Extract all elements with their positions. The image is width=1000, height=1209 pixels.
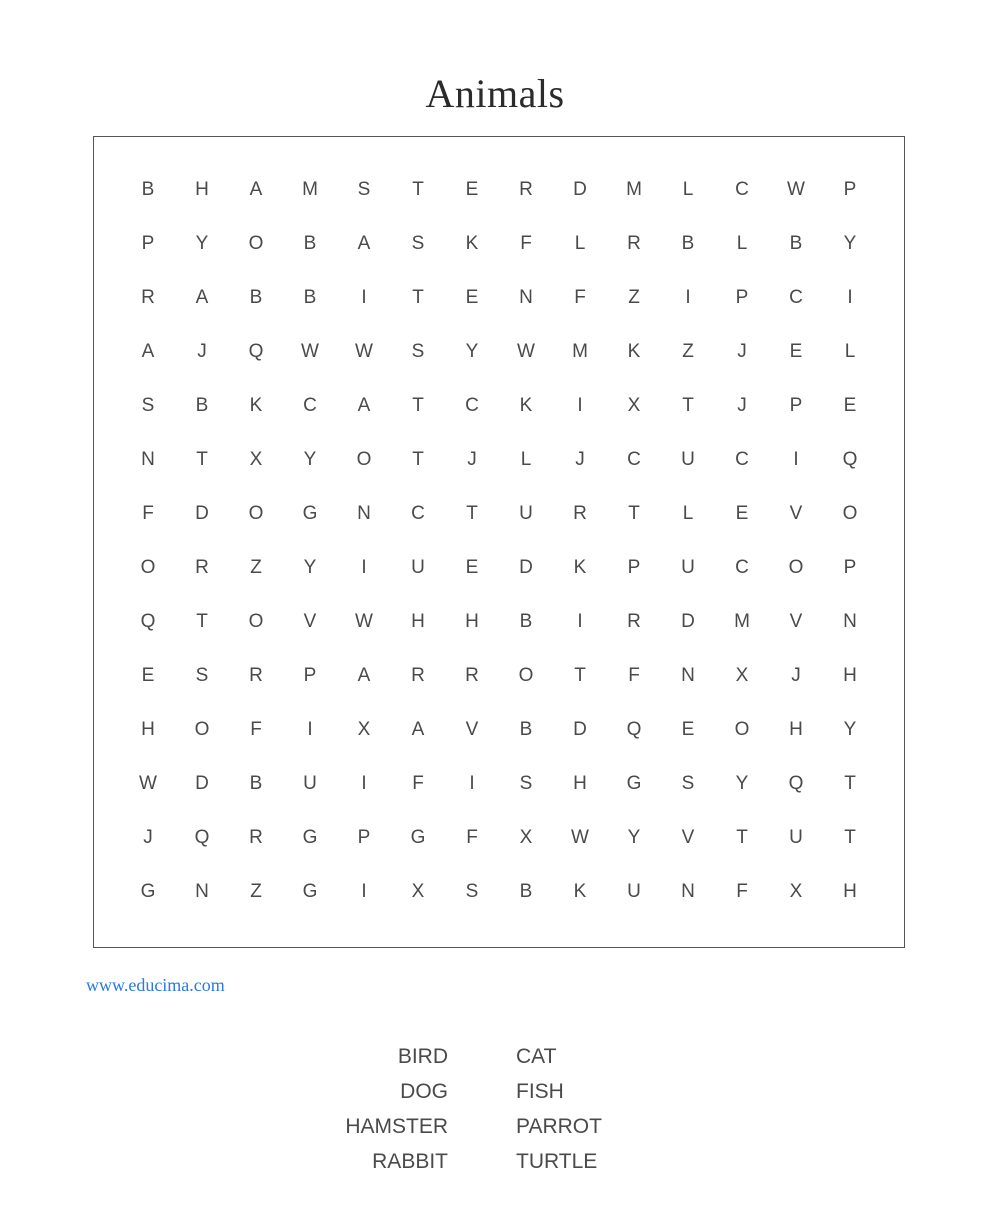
grid-letter[interactable]: K: [573, 557, 587, 578]
grid-letter[interactable]: N: [519, 287, 533, 308]
grid-letter[interactable]: N: [357, 503, 371, 524]
grid-letter[interactable]: E: [465, 557, 479, 578]
grid-letter[interactable]: U: [519, 503, 533, 524]
grid-letter[interactable]: L: [682, 179, 694, 200]
grid-letter[interactable]: S: [465, 881, 479, 902]
grid-letter[interactable]: I: [361, 287, 367, 308]
grid-letter[interactable]: R: [519, 179, 533, 200]
grid-letter[interactable]: S: [141, 395, 155, 416]
word-list-item: DOG: [400, 1080, 448, 1103]
grid-letter[interactable]: X: [735, 665, 749, 686]
grid-letter[interactable]: K: [519, 395, 533, 416]
grid-letter[interactable]: H: [141, 719, 155, 740]
grid-letter[interactable]: D: [573, 719, 587, 740]
grid-letter[interactable]: Z: [250, 557, 262, 578]
grid-letter[interactable]: A: [141, 341, 155, 362]
word-list-item: PARROT: [516, 1115, 602, 1138]
grid-letter[interactable]: S: [411, 341, 425, 362]
grid-letter[interactable]: S: [357, 179, 371, 200]
grid-letter[interactable]: H: [843, 881, 857, 902]
grid-letter[interactable]: P: [789, 395, 803, 416]
grid-letter[interactable]: Y: [735, 773, 749, 794]
grid-letter[interactable]: A: [411, 719, 425, 740]
grid-letter[interactable]: J: [791, 665, 801, 686]
grid-letter[interactable]: I: [361, 557, 367, 578]
grid-letter[interactable]: A: [195, 287, 209, 308]
grid-letter[interactable]: R: [411, 665, 425, 686]
grid-letter[interactable]: D: [195, 773, 209, 794]
page-title: Animals: [425, 71, 565, 116]
word-list: [300, 1045, 700, 1174]
grid-letter[interactable]: W: [139, 773, 157, 794]
grid-letter[interactable]: V: [303, 611, 317, 632]
grid-letter[interactable]: N: [195, 881, 209, 902]
grid-letter[interactable]: P: [627, 557, 641, 578]
grid-letter[interactable]: C: [411, 503, 425, 524]
grid-letter[interactable]: Q: [788, 773, 804, 794]
grid-letter[interactable]: R: [627, 233, 641, 254]
grid-letter[interactable]: R: [465, 665, 479, 686]
grid-letter[interactable]: X: [519, 827, 533, 848]
grid-letter[interactable]: Z: [250, 881, 262, 902]
grid-letter[interactable]: D: [519, 557, 533, 578]
grid-letter[interactable]: P: [141, 233, 155, 254]
grid-letter[interactable]: Y: [627, 827, 641, 848]
grid-letter[interactable]: C: [303, 395, 317, 416]
grid-letter[interactable]: G: [140, 881, 156, 902]
grid-letter[interactable]: Y: [843, 233, 857, 254]
grid-letter[interactable]: T: [844, 773, 856, 794]
grid-letter[interactable]: A: [249, 179, 263, 200]
grid-letter[interactable]: B: [519, 881, 533, 902]
word-list-item: HAMSTER: [345, 1115, 448, 1138]
grid-letter[interactable]: H: [789, 719, 803, 740]
grid-letter[interactable]: R: [573, 503, 587, 524]
grid-letter[interactable]: J: [575, 449, 585, 470]
grid-letter[interactable]: L: [844, 341, 856, 362]
grid-letter[interactable]: R: [195, 557, 209, 578]
grid-letter[interactable]: F: [574, 287, 586, 308]
grid-letter[interactable]: Y: [303, 557, 317, 578]
grid-letter[interactable]: N: [681, 665, 695, 686]
grid-letter[interactable]: I: [847, 287, 853, 308]
grid-letter[interactable]: V: [789, 503, 803, 524]
grid-letter[interactable]: Q: [842, 449, 858, 470]
website-link[interactable]: www.educima.com: [86, 975, 225, 995]
grid-letter[interactable]: J: [143, 827, 153, 848]
grid-letter[interactable]: J: [737, 395, 747, 416]
grid-letter[interactable]: X: [789, 881, 803, 902]
grid-letter[interactable]: Z: [628, 287, 640, 308]
grid-letter[interactable]: F: [466, 827, 478, 848]
grid-letter[interactable]: S: [681, 773, 695, 794]
grid-letter[interactable]: T: [844, 827, 856, 848]
grid-letter[interactable]: X: [357, 719, 371, 740]
grid-letter[interactable]: D: [681, 611, 695, 632]
grid-letter[interactable]: B: [303, 233, 317, 254]
grid-letter[interactable]: B: [519, 611, 533, 632]
grid-letter[interactable]: B: [681, 233, 695, 254]
grid-letter[interactable]: V: [789, 611, 803, 632]
grid-letter[interactable]: F: [628, 665, 640, 686]
grid-letter[interactable]: I: [361, 881, 367, 902]
grid-letter[interactable]: I: [577, 611, 583, 632]
grid-letter[interactable]: O: [518, 665, 534, 686]
grid-letter[interactable]: N: [843, 611, 857, 632]
grid-letter[interactable]: W: [517, 341, 535, 362]
grid-letter[interactable]: B: [195, 395, 209, 416]
grid-letter[interactable]: T: [196, 449, 208, 470]
word-list-item: CAT: [516, 1045, 557, 1068]
grid-letter[interactable]: M: [626, 179, 642, 200]
grid-letter[interactable]: O: [248, 503, 264, 524]
grid-letter[interactable]: F: [412, 773, 424, 794]
grid-letter[interactable]: O: [248, 611, 264, 632]
grid-letter[interactable]: P: [357, 827, 371, 848]
grid-letter[interactable]: Y: [465, 341, 479, 362]
grid-letter[interactable]: O: [248, 233, 264, 254]
grid-letter[interactable]: R: [249, 665, 263, 686]
grid-letter[interactable]: C: [735, 179, 749, 200]
grid-letter[interactable]: O: [140, 557, 156, 578]
grid-letter[interactable]: U: [303, 773, 317, 794]
grid-letter[interactable]: I: [361, 773, 367, 794]
grid-letter[interactable]: P: [303, 665, 317, 686]
grid-letter[interactable]: F: [520, 233, 532, 254]
grid-letter[interactable]: I: [307, 719, 313, 740]
grid-letter[interactable]: C: [735, 557, 749, 578]
grid-letter[interactable]: S: [519, 773, 533, 794]
grid-letter[interactable]: J: [197, 341, 207, 362]
grid-letter[interactable]: W: [571, 827, 589, 848]
grid-letter[interactable]: J: [737, 341, 747, 362]
grid-letter[interactable]: U: [789, 827, 803, 848]
grid-letter[interactable]: U: [681, 557, 695, 578]
grid-letter[interactable]: V: [465, 719, 479, 740]
grid-letter[interactable]: H: [411, 611, 425, 632]
grid-letter[interactable]: G: [410, 827, 426, 848]
grid-letter[interactable]: U: [681, 449, 695, 470]
grid-letter[interactable]: T: [412, 395, 424, 416]
grid-letter[interactable]: G: [302, 881, 318, 902]
grid-letter[interactable]: E: [465, 179, 479, 200]
grid-letter[interactable]: T: [196, 611, 208, 632]
grid-letter[interactable]: B: [249, 287, 263, 308]
grid-letter[interactable]: B: [519, 719, 533, 740]
grid-letter[interactable]: I: [469, 773, 475, 794]
grid-letter[interactable]: T: [412, 449, 424, 470]
grid-letter[interactable]: A: [357, 233, 371, 254]
grid-letter[interactable]: E: [681, 719, 695, 740]
word-list-item: BIRD: [397, 1045, 448, 1068]
grid-letter[interactable]: X: [411, 881, 425, 902]
grid-letter[interactable]: E: [735, 503, 749, 524]
grid-letter[interactable]: Y: [303, 449, 317, 470]
grid-letter[interactable]: T: [412, 179, 424, 200]
grid-letter[interactable]: H: [465, 611, 479, 632]
grid-letter[interactable]: B: [249, 773, 263, 794]
grid-letter[interactable]: W: [787, 179, 805, 200]
grid-letter[interactable]: H: [843, 665, 857, 686]
grid-letter[interactable]: G: [302, 503, 318, 524]
grid-letter[interactable]: S: [195, 665, 209, 686]
grid-letter[interactable]: A: [357, 665, 371, 686]
word-list-item: TURTLE: [516, 1150, 598, 1173]
grid-letter[interactable]: N: [681, 881, 695, 902]
grid-letter[interactable]: E: [141, 665, 155, 686]
grid-letter[interactable]: Z: [682, 341, 694, 362]
grid-letter[interactable]: I: [793, 449, 799, 470]
grid-letter[interactable]: T: [628, 503, 640, 524]
grid-letter[interactable]: W: [355, 611, 373, 632]
grid-letter[interactable]: T: [682, 395, 694, 416]
grid-letter[interactable]: W: [301, 341, 319, 362]
grid-letter[interactable]: H: [573, 773, 587, 794]
grid-letter[interactable]: B: [789, 233, 803, 254]
grid-letter[interactable]: M: [572, 341, 588, 362]
grid-letter[interactable]: E: [843, 395, 857, 416]
grid-letter[interactable]: U: [627, 881, 641, 902]
grid-letter[interactable]: P: [735, 287, 749, 308]
grid-letter[interactable]: T: [736, 827, 748, 848]
grid-letter[interactable]: C: [465, 395, 479, 416]
grid-letter[interactable]: R: [627, 611, 641, 632]
grid-letter[interactable]: X: [249, 449, 263, 470]
grid-letter[interactable]: E: [465, 287, 479, 308]
grid-letter[interactable]: R: [141, 287, 155, 308]
grid-letter[interactable]: L: [520, 449, 532, 470]
grid-letter[interactable]: I: [685, 287, 691, 308]
grid-letter[interactable]: C: [627, 449, 641, 470]
grid-letter[interactable]: C: [789, 287, 803, 308]
grid-letter[interactable]: G: [302, 827, 318, 848]
grid-letter[interactable]: F: [142, 503, 154, 524]
grid-letter[interactable]: P: [843, 557, 857, 578]
grid-letter[interactable]: K: [627, 341, 641, 362]
grid-letter[interactable]: K: [465, 233, 479, 254]
grid-letter[interactable]: L: [736, 233, 748, 254]
grid-letter[interactable]: H: [195, 179, 209, 200]
grid-letter[interactable]: Q: [194, 827, 210, 848]
grid-letter[interactable]: L: [682, 503, 694, 524]
grid-letter[interactable]: A: [357, 395, 371, 416]
grid-letter[interactable]: W: [355, 341, 373, 362]
grid-letter[interactable]: O: [194, 719, 210, 740]
grid-letter[interactable]: M: [734, 611, 750, 632]
grid-letter[interactable]: O: [734, 719, 750, 740]
grid-letter[interactable]: O: [356, 449, 372, 470]
grid-letter[interactable]: L: [574, 233, 586, 254]
grid-letter[interactable]: Y: [843, 719, 857, 740]
grid-letter[interactable]: S: [411, 233, 425, 254]
grid-letter[interactable]: O: [788, 557, 804, 578]
grid-letter[interactable]: V: [681, 827, 695, 848]
grid-letter[interactable]: R: [249, 827, 263, 848]
grid-letter[interactable]: N: [141, 449, 155, 470]
grid-letter[interactable]: U: [411, 557, 425, 578]
grid-letter[interactable]: Y: [195, 233, 209, 254]
grid-letter[interactable]: T: [574, 665, 586, 686]
grid-letter[interactable]: J: [467, 449, 477, 470]
grid-letter[interactable]: Q: [626, 719, 642, 740]
grid-letter[interactable]: G: [626, 773, 642, 794]
grid-letter[interactable]: T: [412, 287, 424, 308]
grid-letter[interactable]: Q: [140, 611, 156, 632]
grid-letter[interactable]: P: [843, 179, 857, 200]
grid-letter[interactable]: Q: [248, 341, 264, 362]
word-list-item: RABBIT: [372, 1150, 448, 1173]
grid-letter[interactable]: F: [736, 881, 748, 902]
grid-letter[interactable]: I: [577, 395, 583, 416]
grid-letter[interactable]: T: [466, 503, 478, 524]
word-search-grid: [121, 163, 877, 919]
grid-letter[interactable]: X: [627, 395, 641, 416]
grid-letter[interactable]: M: [302, 179, 318, 200]
grid-letter[interactable]: F: [250, 719, 262, 740]
grid-letter[interactable]: K: [573, 881, 587, 902]
grid-letter[interactable]: D: [573, 179, 587, 200]
grid-letter[interactable]: B: [303, 287, 317, 308]
grid-letter[interactable]: E: [789, 341, 803, 362]
grid-letter[interactable]: B: [141, 179, 155, 200]
grid-letter[interactable]: K: [249, 395, 263, 416]
word-list-item: FISH: [516, 1080, 564, 1103]
grid-letter[interactable]: C: [735, 449, 749, 470]
grid-letter[interactable]: D: [195, 503, 209, 524]
grid-letter[interactable]: O: [842, 503, 858, 524]
